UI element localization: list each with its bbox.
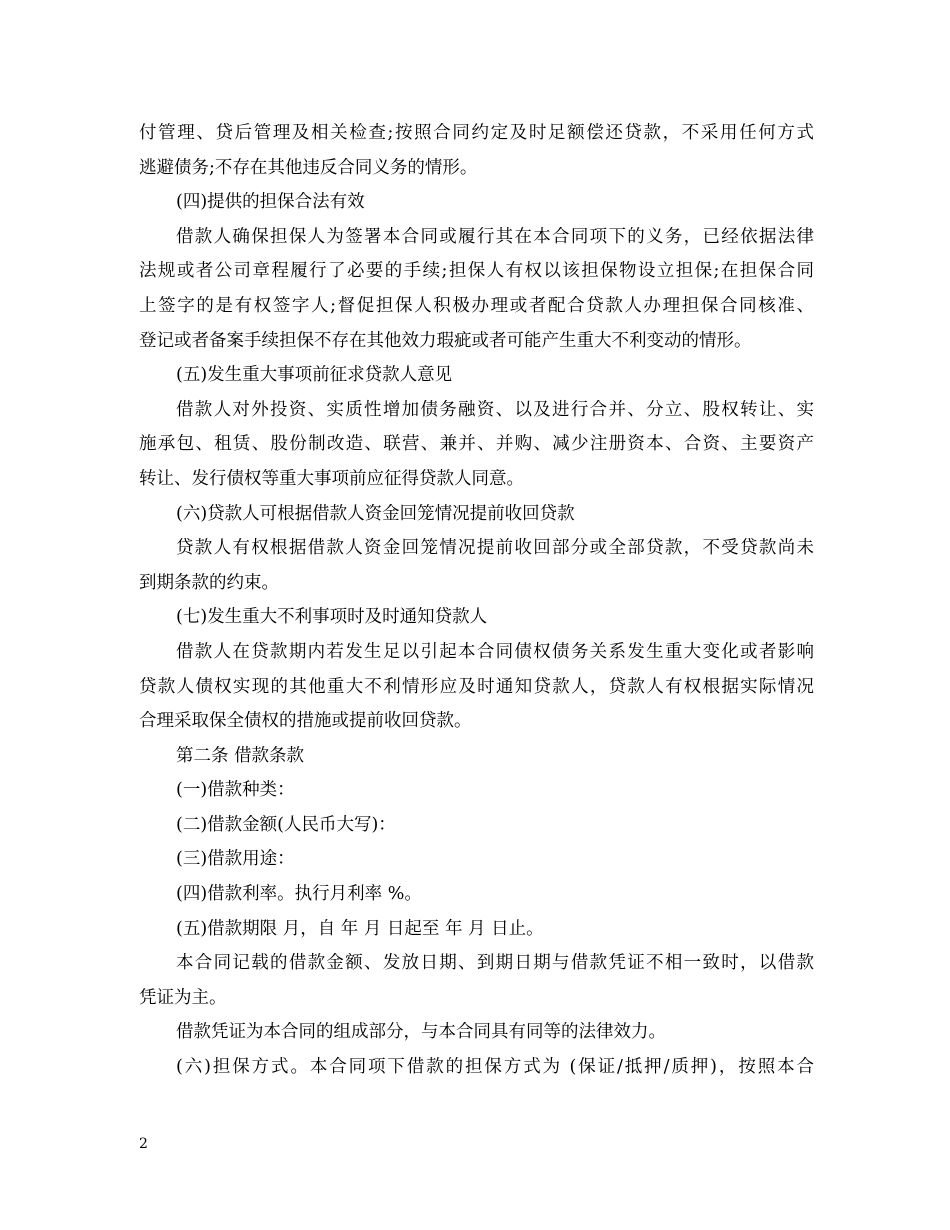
text-line: 借款人对外投资、实质性增加债务融资、以及进行合并、分立、股权转让、实 [176,399,814,420]
text-line: 本合同记载的借款金额、发放日期、到期日期与借款凭证不相一致时，以借款 [176,953,814,974]
text-line: (五)发生重大事项前征求贷款人意见 [176,365,453,386]
page-number: 2 [139,1136,148,1152]
text-line: (三)借款用途： [176,849,295,870]
text-line: (六)担保方式。本合同项下借款的担保方式为 (保证/抵押/质押)，按照本合 [176,1057,814,1078]
text-line: (四)提供的担保合法有效 [176,192,365,213]
text-line: 登记或者备案手续担保不存在其他效力瑕疵或者可能产生重大不利变动的情形。 [139,330,752,351]
contract-body-text [139,116,814,1085]
text-line: 贷款人有权根据借款人资金回笼情况提前收回部分或全部贷款，不受贷款尚未 [176,538,814,559]
text-line: 法规或者公司章程履行了必要的手续;担保人有权以该担保物设立担保;在担保合同 [139,261,814,282]
text-line: 施承包、租赁、股份制改造、联营、兼并、并购、减少注册资本、合资、主要资产 [139,434,814,455]
text-line: 借款人在贷款期内若发生足以引起本合同债权债务关系发生重大变化或者影响 [176,641,814,662]
text-line: 转让、发行债权等重大事项前应征得贷款人同意。 [139,468,524,489]
text-line: 上签字的是有权签字人;督促担保人积极办理或者配合贷款人办理担保合同核准、 [139,295,814,316]
text-line: (一)借款种类： [176,780,295,801]
text-line: 付管理、贷后管理及相关检查;按照合同约定及时足额偿还贷款，不采用任何方式 [139,123,814,143]
text-line: 贷款人债权实现的其他重大不利情形应及时通知贷款人，贷款人有权根据实际情况 [139,676,814,697]
text-line: 到期条款的约束。 [139,572,279,593]
text-line: (二)借款金额(人民币大写)： [176,814,396,835]
text-line: (六)贷款人可根据借款人资金回笼情况提前收回贷款 [176,503,575,524]
text-line: 合理采取保全债权的措施或提前收回贷款。 [139,711,472,732]
text-line: 逃避债务;不存在其他违反合同义务的情形。 [139,157,478,178]
text-line: 借款人确保担保人为签署本合同或履行其在本合同项下的义务，已经依据法律 [176,226,814,247]
text-line: (七)发生重大不利事项时及时通知贷款人 [176,607,488,628]
text-line: (五)借款期限 月，自 年 月 日起至 年 月 日止。 [176,918,544,939]
text-line: (四)借款利率。执行月利率 %。 [176,884,422,905]
text-line: 借款凭证为本合同的组成部分，与本合同具有同等的法律效力。 [176,1022,666,1043]
text-line: 第二条 借款条款 [176,745,305,766]
text-line: 凭证为主。 [139,987,227,1008]
